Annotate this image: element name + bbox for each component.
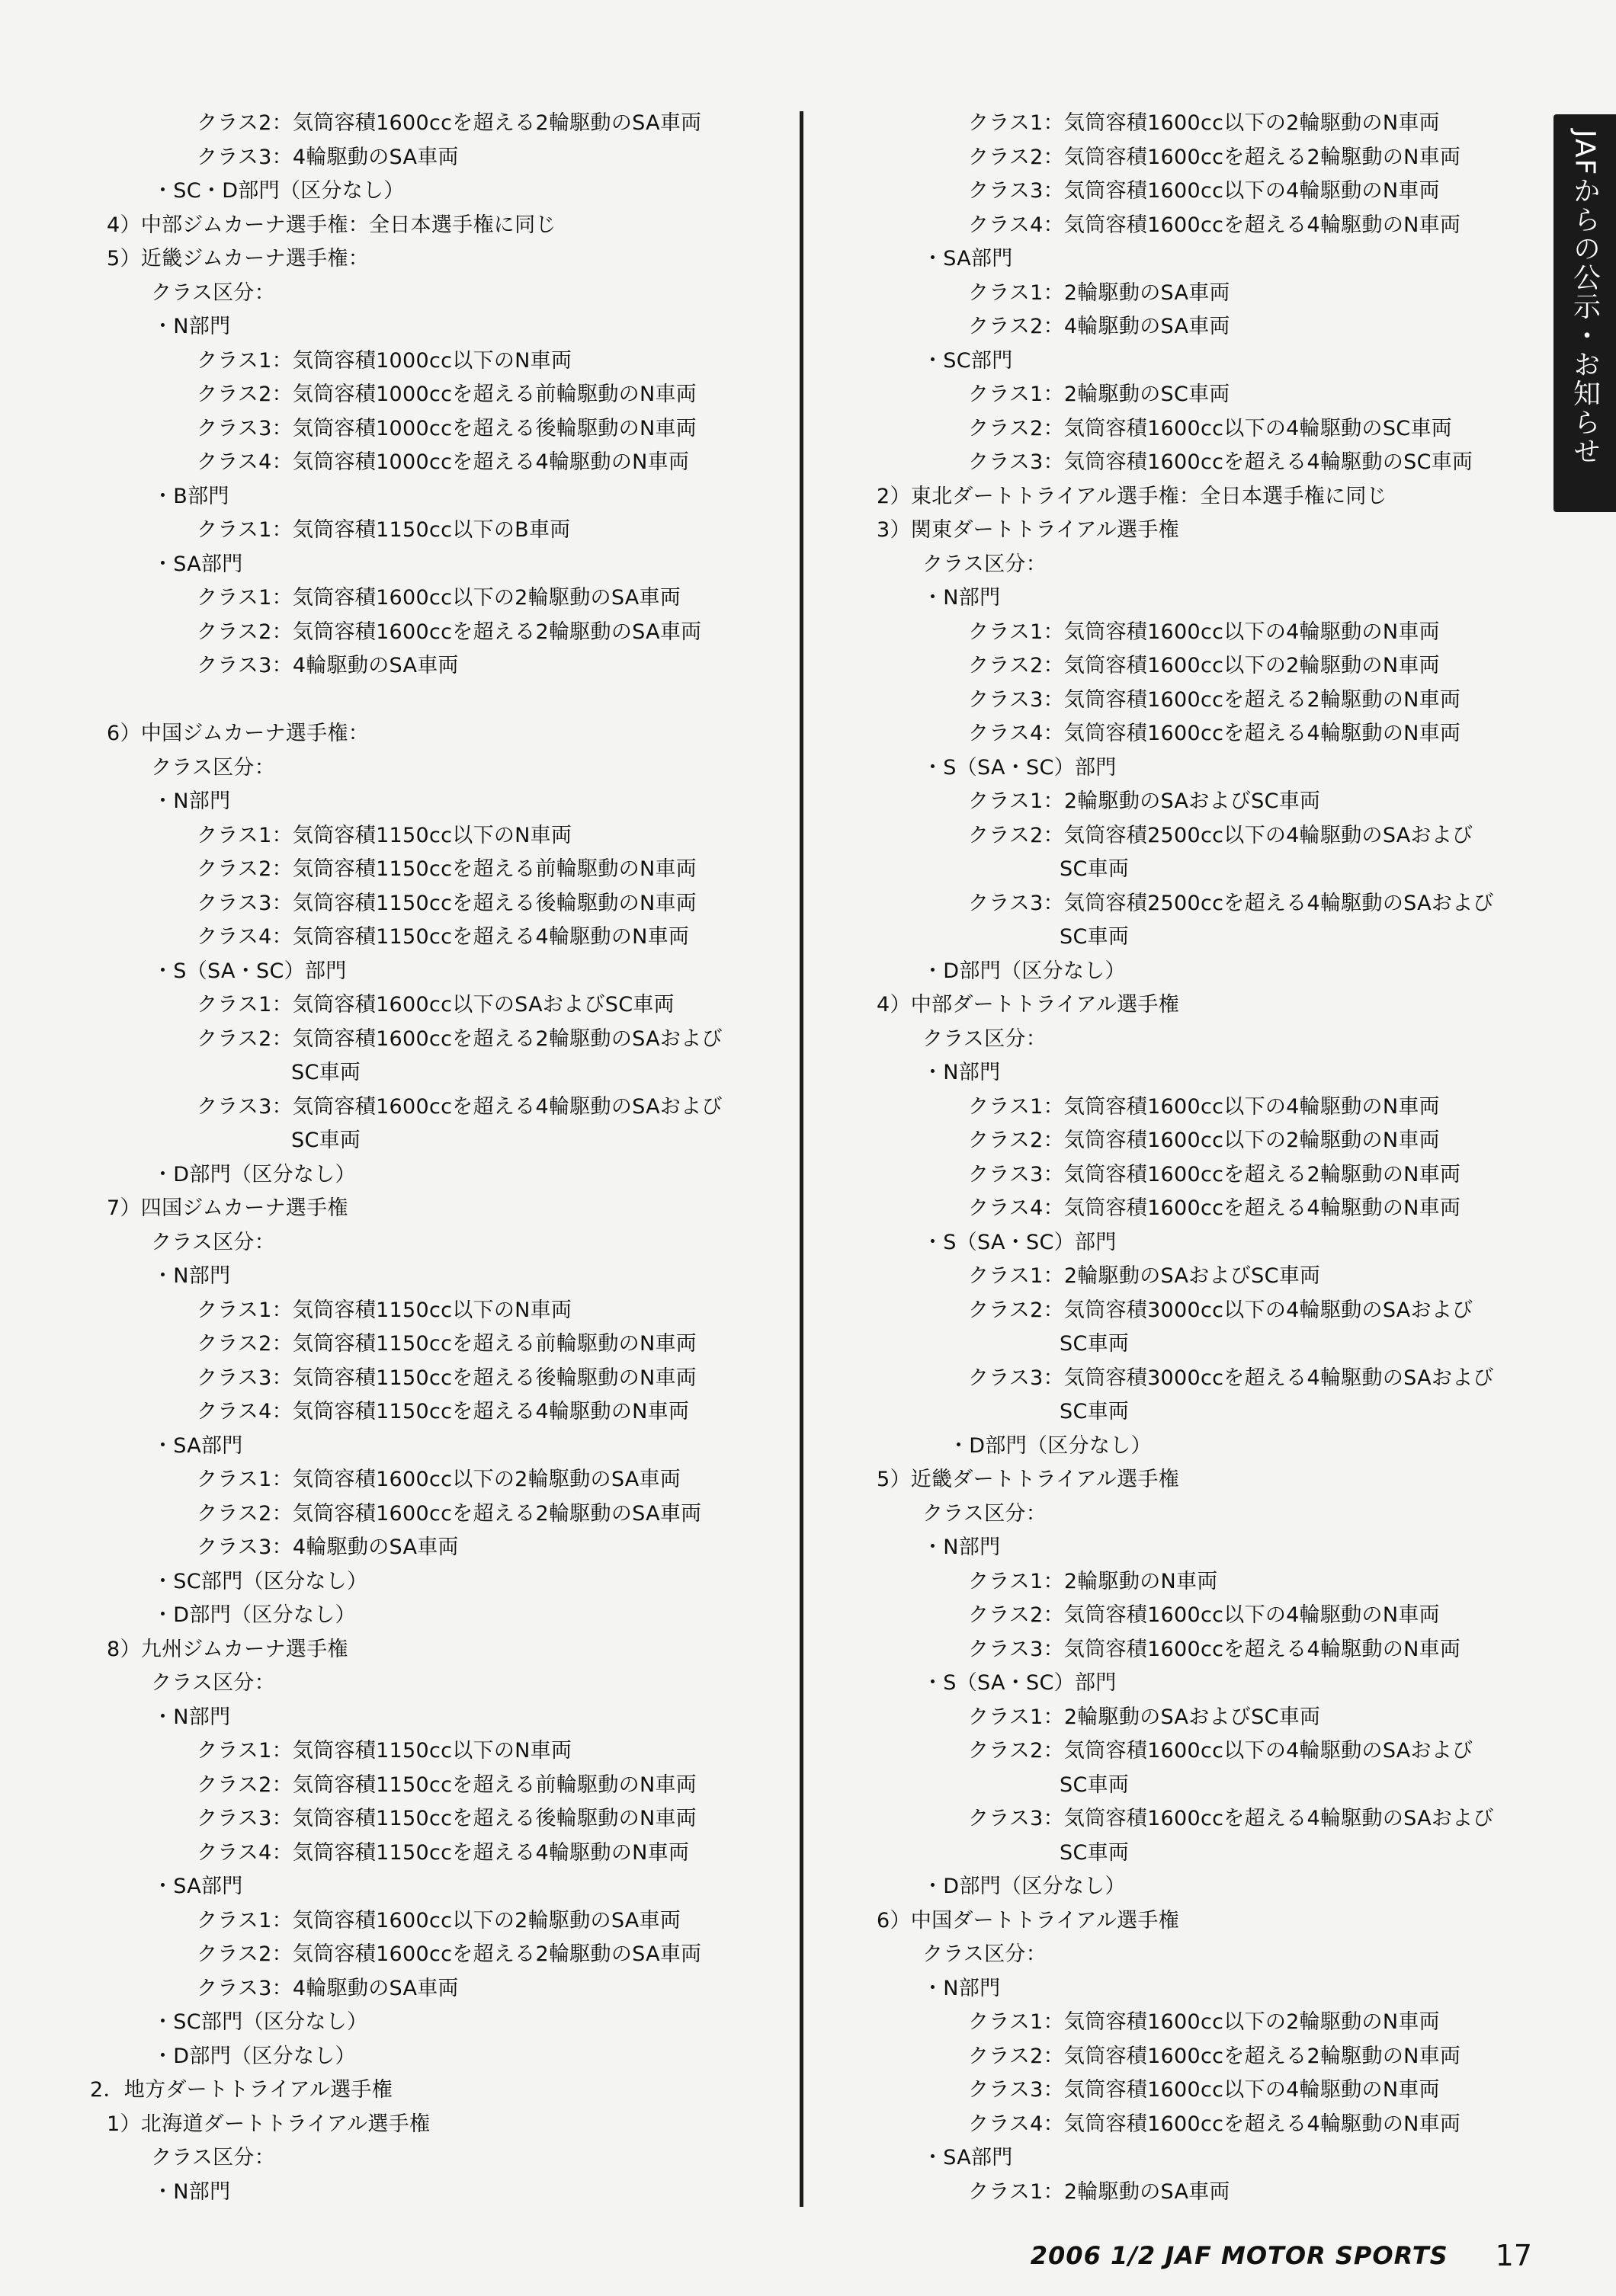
- text-line: クラス3：気筒容積1150ccを超える後輪駆動のN車両: [197, 1807, 697, 1830]
- text-line: ・N部門: [922, 1061, 1001, 1084]
- text-line: ・D部門（区分なし）: [948, 1433, 1152, 1458]
- text-line: クラス2：気筒容積1600cc以下の4輪駆動のN車両: [968, 1603, 1440, 1627]
- text-line: ・SC部門: [922, 348, 1013, 373]
- text-line: ・SC部門（区分なし）: [152, 2010, 368, 2034]
- text-line: クラス4：気筒容積1150ccを超える4輪駆動のN車両: [197, 1400, 690, 1423]
- text-line: 7）四国ジムカーナ選手権: [107, 1196, 348, 1220]
- left-column: [90, 107, 776, 2209]
- text-line: ・D部門（区分なし）: [152, 2044, 356, 2068]
- text-line: ・S（SA・SC）部門: [922, 1230, 1117, 1254]
- text-line: クラス1：気筒容積1600cc以下の2輪駆動のN車両: [968, 111, 1440, 135]
- text-line: SC車両: [1060, 857, 1130, 881]
- text-line: クラス1：気筒容積1600cc以下の2輪駆動のSA車両: [197, 586, 681, 610]
- text-line: 2）東北ダートトライアル選手権：全日本選手権に同じ: [877, 484, 1387, 508]
- page-footer: [922, 2237, 1532, 2275]
- text-line: 6）中国ダートトライアル選手権: [877, 1908, 1179, 1933]
- text-line: ・D部門（区分なし）: [922, 959, 1126, 983]
- text-line: ・N部門: [922, 1976, 1001, 2000]
- text-line: クラス区分：: [922, 1942, 1047, 1966]
- text-line: クラス1：2輪駆動のSA車両: [968, 2179, 1230, 2204]
- text-line: ・SC部門（区分なし）: [152, 1569, 368, 1593]
- text-line: ・B部門: [152, 484, 229, 508]
- text-line: クラス2：気筒容積1600ccを超える2輪駆動のN車両: [968, 2044, 1461, 2068]
- text-line: クラス1：気筒容積1150cc以下のB車両: [197, 518, 571, 542]
- section-side-tab: [1553, 114, 1616, 512]
- text-line: クラス1：気筒容積1000cc以下のN車両: [197, 348, 572, 373]
- text-line: クラス区分：: [151, 2146, 275, 2170]
- text-line: SC車両: [1060, 1400, 1130, 1423]
- text-line: クラス区分：: [151, 280, 275, 305]
- column-divider: [800, 111, 803, 2207]
- text-line: クラス3：気筒容積1000ccを超える後輪駆動のN車両: [197, 416, 697, 440]
- text-line: クラス3：気筒容積1600ccを超える2輪駆動のN車両: [968, 1162, 1461, 1186]
- publication-title: 2006 1/2 JAF MOTOR SPORTS: [1030, 2241, 1448, 2270]
- text-line: ・N部門: [152, 315, 231, 338]
- text-line: クラス4：気筒容積1150ccを超える4輪駆動のN車両: [197, 925, 690, 949]
- text-line: ・D部門（区分なし）: [152, 1162, 356, 1186]
- text-line: クラス3：4輪駆動のSA車両: [197, 1535, 459, 1559]
- text-line: クラス4：気筒容積1600ccを超える4輪駆動のN車両: [968, 1196, 1461, 1220]
- text-line: クラス2：気筒容積1600cc以下の4輪駆動のSAおよび: [968, 1739, 1473, 1763]
- text-line: クラス2：気筒容積1150ccを超える前輪駆動のN車両: [197, 1332, 697, 1356]
- right-column: [877, 107, 1532, 2209]
- text-line: ・N部門: [922, 586, 1001, 610]
- text-line: クラス3：4輪駆動のSA車両: [197, 145, 459, 169]
- text-line: 4）中部ジムカーナ選手権：全日本選手権に同じ: [107, 213, 556, 237]
- text-line: クラス1：気筒容積1600cc以下のSAおよびSC車両: [197, 993, 675, 1017]
- text-line: 4）中部ダートトライアル選手権: [877, 993, 1179, 1017]
- text-line: 5）近畿ダートトライアル選手権: [877, 1468, 1179, 1491]
- text-line: クラス3：気筒容積1600ccを超える4輪駆動のSAおよび: [197, 1094, 723, 1119]
- text-line: 1）北海道ダートトライアル選手権: [107, 2112, 431, 2136]
- text-line: クラス区分：: [151, 755, 275, 780]
- text-line: クラス3：気筒容積1600ccを超える2輪駆動のN車両: [968, 687, 1461, 712]
- text-line: 8）九州ジムカーナ選手権: [107, 1637, 348, 1661]
- text-line: クラス2：気筒容積3000cc以下の4輪駆動のSAおよび: [968, 1298, 1473, 1322]
- text-line: クラス1：2輪駆動のSA車両: [968, 280, 1230, 305]
- text-line: クラス4：気筒容積1600ccを超える4輪駆動のN車両: [968, 722, 1461, 745]
- text-line: クラス1：気筒容積1150cc以下のN車両: [197, 823, 572, 847]
- side-tab-label: JAFからの公示・お知らせ: [1569, 130, 1601, 466]
- text-line: クラス区分：: [922, 1026, 1047, 1051]
- text-line: クラス3：気筒容積3000ccを超える4輪駆動のSAおよび: [968, 1366, 1494, 1390]
- text-line: クラス1：2輪駆動のN車両: [968, 1569, 1218, 1593]
- text-line: クラス4：気筒容積1600ccを超える4輪駆動のN車両: [968, 213, 1461, 237]
- text-line: ・D部門（区分なし）: [152, 1603, 356, 1627]
- text-line: SC車両: [1060, 1840, 1130, 1865]
- text-line: ・N部門: [152, 2179, 231, 2204]
- text-line: 5）近畿ジムカーナ選手権：: [107, 247, 369, 271]
- text-line: クラス区分：: [922, 552, 1047, 576]
- text-line: クラス区分：: [151, 1671, 275, 1695]
- text-line: クラス2：気筒容積1150ccを超える前輪駆動のN車両: [197, 857, 697, 881]
- text-line: ・N部門: [152, 1264, 231, 1288]
- text-line: クラス3：気筒容積1150ccを超える後輪駆動のN車両: [197, 1366, 697, 1390]
- text-line: SC車両: [291, 1061, 361, 1084]
- text-line: クラス3：気筒容積1600ccを超える4輪駆動のSC車両: [968, 450, 1473, 474]
- text-line: 6）中国ジムカーナ選手権：: [107, 722, 369, 745]
- text-line: ・SC・D部門（区分なし）: [152, 179, 405, 203]
- text-line: ・S（SA・SC）部門: [922, 755, 1117, 780]
- text-line: クラス1：2輪駆動のSAおよびSC車両: [968, 1705, 1321, 1729]
- text-line: クラス区分：: [922, 1501, 1047, 1526]
- text-line: クラス2：気筒容積1600cc以下の2輪駆動のN車両: [968, 1129, 1440, 1152]
- page-number: 17: [1495, 2239, 1532, 2272]
- text-line: ・SA部門: [922, 2146, 1013, 2170]
- text-line: SC車両: [1060, 1772, 1130, 1797]
- blank-line: [90, 684, 776, 718]
- text-line: ・D部門（区分なし）: [922, 1875, 1126, 1898]
- text-line: ・SA部門: [152, 552, 243, 576]
- text-line: クラス1：気筒容積1600cc以下の2輪駆動のSA車両: [197, 1908, 681, 1933]
- text-line: クラス3：気筒容積2500ccを超える4輪駆動のSAおよび: [968, 891, 1494, 915]
- text-line: クラス1：2輪駆動のSAおよびSC車両: [968, 789, 1321, 813]
- text-line: クラス2：気筒容積1000ccを超える前輪駆動のN車両: [197, 383, 697, 406]
- text-line: SC車両: [291, 1129, 361, 1152]
- text-line: クラス1：気筒容積1600cc以下の4輪駆動のN車両: [968, 620, 1440, 644]
- text-line: クラス4：気筒容積1150ccを超える4輪駆動のN車両: [197, 1840, 690, 1865]
- text-line: クラス3：気筒容積1600ccを超える4輪駆動のN車両: [968, 1637, 1461, 1661]
- text-line: クラス2：気筒容積1600ccを超える2輪駆動のSA車両: [197, 620, 702, 644]
- text-line: クラス4：気筒容積1000ccを超える4輪駆動のN車両: [197, 450, 690, 474]
- text-line: クラス2：気筒容積1600ccを超える2輪駆動のSA車両: [197, 1501, 702, 1526]
- text-line: SC車両: [1060, 1332, 1130, 1356]
- text-line: クラス2：気筒容積1600ccを超える2輪駆動のSA車両: [197, 111, 702, 135]
- text-line: ・SA部門: [152, 1875, 243, 1898]
- text-line: クラス3：気筒容積1600cc以下の4輪駆動のN車両: [968, 179, 1440, 203]
- text-line: クラス2：気筒容積1600ccを超える2輪駆動のN車両: [968, 145, 1461, 169]
- text-line: クラス2：気筒容積1150ccを超える前輪駆動のN車両: [197, 1772, 697, 1797]
- text-line: ・S（SA・SC）部門: [152, 959, 347, 983]
- text-line: クラス1：2輪駆動のSC車両: [968, 383, 1230, 406]
- text-line: 2．地方ダートトライアル選手権: [90, 2078, 393, 2102]
- text-line: クラス2：気筒容積1600ccを超える2輪駆動のSAおよび: [197, 1026, 723, 1051]
- text-line: クラス3：4輪駆動のSA車両: [197, 1976, 459, 2000]
- text-line: クラス1：気筒容積1600cc以下の2輪駆動のSA車両: [197, 1468, 681, 1491]
- text-line: ・SA部門: [922, 247, 1013, 271]
- text-line: クラス1：気筒容積1150cc以下のN車両: [197, 1739, 572, 1763]
- text-line: クラス1：2輪駆動のSAおよびSC車両: [968, 1264, 1321, 1288]
- text-line: クラス1：気筒容積1600cc以下の2輪駆動のN車両: [968, 2010, 1440, 2034]
- text-line: ・S（SA・SC）部門: [922, 1671, 1117, 1695]
- text-line: クラス区分：: [151, 1230, 275, 1254]
- text-line: ・N部門: [922, 1535, 1001, 1559]
- text-line: クラス2：気筒容積2500cc以下の4輪駆動のSAおよび: [968, 823, 1473, 847]
- text-line: クラス2：気筒容積1600cc以下の2輪駆動のN車両: [968, 654, 1440, 677]
- text-line: ・N部門: [152, 789, 231, 813]
- text-line: 3）関東ダートトライアル選手権: [877, 518, 1179, 542]
- text-line: クラス3：気筒容積1600cc以下の4輪駆動のN車両: [968, 2078, 1440, 2102]
- text-line: クラス1：気筒容積1150cc以下のN車両: [197, 1298, 572, 1322]
- text-line: クラス4：気筒容積1600ccを超える4輪駆動のN車両: [968, 2112, 1461, 2136]
- text-line: クラス1：気筒容積1600cc以下の4輪駆動のN車両: [968, 1094, 1440, 1119]
- text-line: ・SA部門: [152, 1433, 243, 1458]
- text-line: クラス2：気筒容積1600cc以下の4輪駆動のSC車両: [968, 416, 1453, 440]
- text-line: クラス2：気筒容積1600ccを超える2輪駆動のSA車両: [197, 1942, 702, 1966]
- text-line: クラス3：気筒容積1600ccを超える4輪駆動のSAおよび: [968, 1807, 1494, 1830]
- text-line: クラス2：4輪駆動のSA車両: [968, 315, 1230, 338]
- text-line: クラス3：4輪駆動のSA車両: [197, 654, 459, 677]
- text-line: ・N部門: [152, 1705, 231, 1729]
- text-line: クラス3：気筒容積1150ccを超える後輪駆動のN車両: [197, 891, 697, 915]
- text-line: SC車両: [1060, 925, 1130, 949]
